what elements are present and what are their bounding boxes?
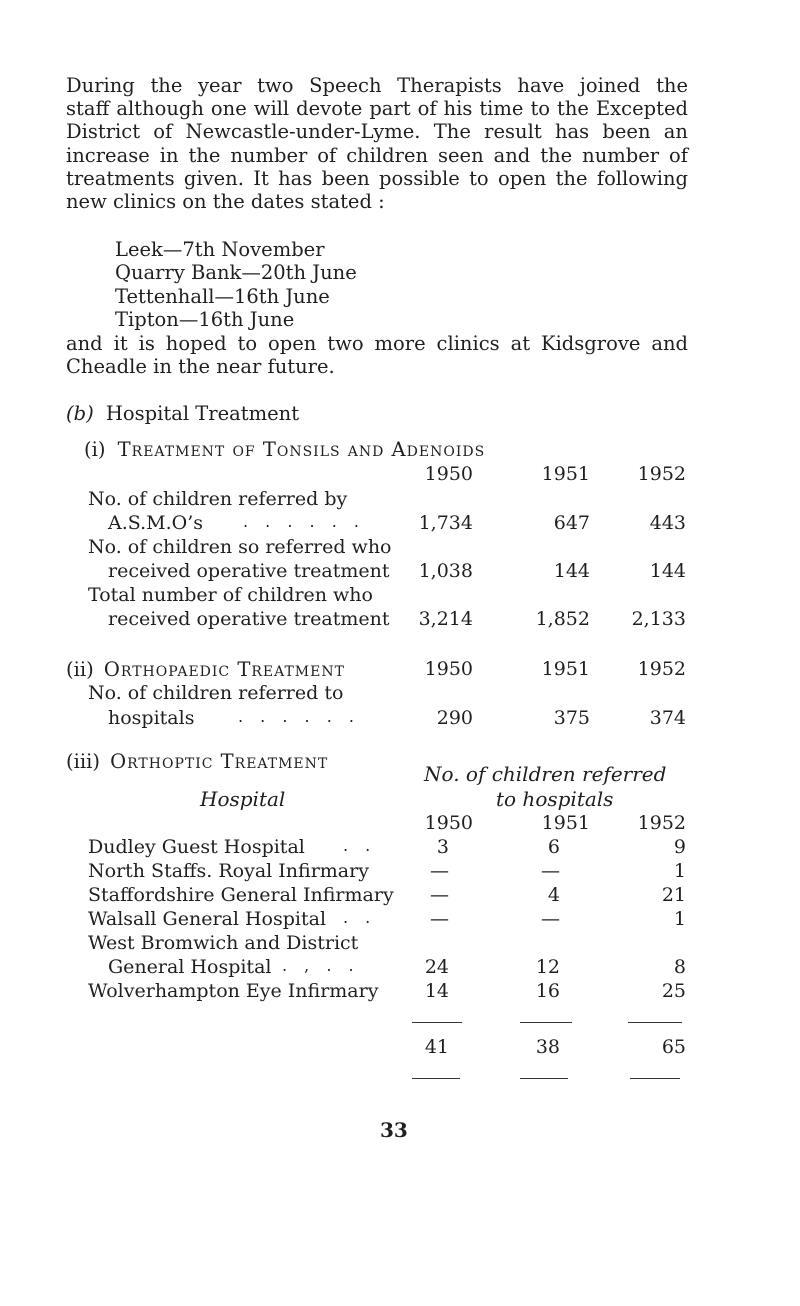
hospital-dots: . .: [343, 836, 377, 855]
orthoptic-caption: No. of children referred: [424, 762, 667, 786]
tonsils-year-1952: 1952: [637, 463, 686, 485]
orthoptic-value: 21: [661, 884, 686, 906]
orthoptic-year-1951: 1951: [541, 812, 590, 834]
tonsils-value: 1,038: [418, 560, 473, 582]
orthopaedic-number: (ii): [66, 658, 94, 681]
orthopaedic-row-dots: . . . . . .: [238, 707, 360, 726]
intro-line: staff although one will devote part of his time to the Excepted: [66, 97, 688, 121]
tonsils-value: 3,214: [418, 608, 473, 630]
intro-line: During the year two Speech Therapists have joined the: [66, 74, 688, 97]
tonsils-heading: [84, 438, 485, 461]
orthoptic-value: 16: [535, 980, 560, 1002]
orthoptic-title: Orthoptic Treatment: [110, 750, 329, 773]
page-number: 33: [380, 1118, 408, 1142]
tonsils-value: 2,133: [631, 608, 686, 630]
orthopaedic-row-label: hospitals: [108, 707, 195, 729]
tonsils-row-label: A.S.M.O’s: [108, 512, 203, 534]
total-underline: [630, 1078, 680, 1079]
total-rule: [520, 1022, 572, 1023]
hospital-name: General Hospital: [108, 956, 272, 978]
orthoptic-total: 41: [424, 1036, 449, 1058]
total-underline: [520, 1078, 568, 1079]
tonsils-year-1950: 1950: [424, 463, 473, 485]
clinic-item: Tipton—16th June: [115, 308, 295, 331]
hospital-name: Staffordshire General Infirmary: [88, 884, 394, 906]
orthoptic-value: 6: [547, 836, 560, 858]
orthoptic-value: —: [541, 860, 560, 882]
tonsils-year-1951: 1951: [541, 463, 590, 485]
orthoptic-value: 8: [673, 956, 686, 978]
hospital-name: Wolverhampton Eye Infirmary: [88, 980, 379, 1002]
orthoptic-total: 38: [535, 1036, 560, 1058]
orthopaedic-year-1950: 1950: [424, 658, 473, 680]
section-heading: [66, 402, 299, 425]
intro-line: increase in the number of children seen and the number of: [66, 143, 688, 167]
tonsils-value: 1,734: [418, 512, 473, 534]
orthoptic-year-1950: 1950: [424, 812, 473, 834]
section-label: (b): [66, 402, 94, 425]
tonsils-title: Treatment of Tonsils and Adenoids: [117, 438, 486, 461]
total-underline: [412, 1078, 460, 1079]
orthoptic-value: 1: [673, 860, 686, 882]
orthoptic-heading: [66, 750, 328, 773]
section-title: Hospital Treatment: [105, 402, 300, 425]
tonsils-value: 144: [649, 560, 686, 582]
hospital-dots: . .: [343, 908, 377, 927]
intro-line: District of Newcastle-under-Lyme. The result has been an: [66, 120, 688, 144]
orthoptic-value: —: [430, 860, 449, 882]
tonsils-row-dots: . . . . . .: [243, 512, 365, 531]
orthopaedic-title: Orthopaedic Treatment: [103, 658, 345, 681]
orthoptic-value: 12: [535, 956, 560, 978]
hospital-name: North Staffs. Royal Infirmary: [88, 860, 369, 882]
orthoptic-year-1952: 1952: [637, 812, 686, 834]
tonsils-value: 1,852: [535, 608, 590, 630]
tonsils-row-label: No. of children referred by: [88, 488, 348, 510]
tonsils-number: (i): [84, 438, 106, 461]
tonsils-row-label: received operative treatment: [108, 608, 390, 630]
orthoptic-hospital-header: Hospital: [200, 787, 286, 811]
orthoptic-value: 4: [547, 884, 560, 906]
orthopaedic-heading: [66, 658, 345, 681]
orthoptic-value: 9: [673, 836, 686, 858]
orthoptic-caption: to hospitals: [496, 787, 614, 811]
total-rule: [412, 1022, 462, 1023]
orthoptic-value: —: [430, 884, 449, 906]
hospital-dots: . , . .: [282, 956, 360, 975]
orthoptic-value: —: [541, 908, 560, 930]
clinic-item: Leek—7th November: [115, 238, 325, 261]
tonsils-value: 443: [649, 512, 686, 534]
orthoptic-value: 1: [673, 908, 686, 930]
orthoptic-value: 25: [661, 980, 686, 1002]
hospital-name: Walsall General Hospital: [88, 908, 327, 930]
orthoptic-number: (iii): [66, 750, 100, 773]
orthopaedic-value: 375: [553, 707, 590, 729]
orthopaedic-value: 374: [649, 707, 686, 729]
clinic-item: Tettenhall—16th June: [115, 285, 330, 308]
orthopaedic-year-1951: 1951: [541, 658, 590, 680]
orthopaedic-row-label: No. of children referred to: [88, 682, 344, 704]
hospital-name: Dudley Guest Hospital: [88, 836, 305, 858]
tonsils-row-label: Total number of children who: [88, 584, 373, 606]
orthopaedic-value: 290: [436, 707, 473, 729]
closing-line: and it is hoped to open two more clinics at Kidsgrove and: [66, 332, 688, 355]
closing-line: Cheadle in the near future.: [66, 355, 335, 378]
orthoptic-value: 3: [436, 836, 449, 858]
closing-paragraph: [66, 332, 688, 378]
orthoptic-value: —: [430, 908, 449, 930]
orthoptic-value: 24: [424, 956, 449, 978]
orthoptic-total: 65: [661, 1036, 686, 1058]
tonsils-value: 647: [553, 512, 590, 534]
orthopaedic-year-1952: 1952: [637, 658, 686, 680]
hospital-name: West Bromwich and District: [88, 932, 359, 954]
orthoptic-value: 14: [424, 980, 449, 1002]
tonsils-row-label: received operative treatment: [108, 560, 390, 582]
total-rule: [628, 1022, 682, 1023]
intro-line: new clinics on the dates stated :: [66, 190, 385, 214]
tonsils-row-label: No. of children so referred who: [88, 536, 392, 558]
clinic-item: Quarry Bank—20th June: [115, 261, 357, 284]
intro-line: treatments given. It has been possible to open the following: [66, 166, 688, 190]
intro-paragraph: [66, 74, 688, 213]
tonsils-value: 144: [553, 560, 590, 582]
